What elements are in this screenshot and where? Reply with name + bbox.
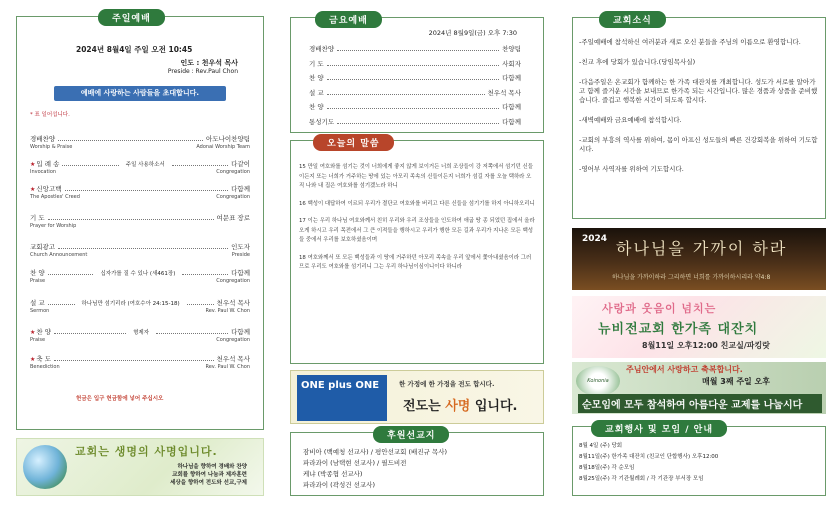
dotted-leader [327, 62, 500, 66]
one-plus-one-tagline [403, 395, 517, 414]
friday-order-label: 찬 양 [309, 74, 324, 82]
year-theme-year: 2024 [582, 234, 608, 244]
friday-order-leader: 천우석 목사 [487, 88, 521, 97]
friday-order-label: 기 도 [309, 59, 324, 68]
worship-order-detail: 십자가를 질 수 있나 (새461장) [100, 271, 176, 277]
dotted-leader [327, 76, 500, 80]
sunday-worship-tab: 주일예배 [98, 9, 165, 26]
koinonia-line1: 주님안에서 사랑하고 축복합니다. [626, 365, 743, 374]
worship-order-leader: 천우석 목사 [216, 299, 251, 307]
worship-order-item [30, 354, 250, 370]
worship-order-label: 찬 양 [30, 269, 45, 277]
dotted-leader [62, 162, 118, 166]
friday-order-leader: 사회자 [502, 59, 521, 68]
worship-order-english [30, 169, 250, 175]
church-mission-image [16, 438, 264, 496]
mission-item: 파라과이 (남택현 선교사) / 필드비전 [303, 459, 407, 467]
year-theme-banner [572, 228, 826, 290]
koinonia-banner [572, 362, 826, 414]
friday-order-item [309, 73, 521, 82]
worship-order-item [30, 134, 250, 150]
church-news-panel [572, 17, 826, 219]
friday-order-label: 찬 양 [309, 103, 324, 111]
worship-order-leader: 여문표 장로 [216, 214, 250, 222]
star-icon: ★ [30, 329, 36, 336]
worship-order-label-en: Prayer for Worship [30, 223, 77, 229]
sunday-leader-en: Preside : Rev.Paul Chon [167, 68, 238, 75]
event-item: 8월18일(주) 각 순모임 [579, 465, 635, 471]
dotted-leader [182, 271, 228, 275]
worship-order-item [30, 159, 250, 175]
worship-order-english [30, 223, 250, 229]
scripture-verse: 16 백성이 대답하여 이르되 우리가 결단코 여호와를 버리고 다른 신들을 섬기기를 하지 아니하오리니 [299, 200, 535, 207]
scripture-verse: 15 만일 여호와를 섬기는 것이 너희에게 좋지 않게 보이거든 너희 조상들이 강 저쪽에서 섬기던 신들이든지 또는 너희가 거주하는 땅에 있는 아모리 족속의 신들이든지 너희가 섬길 자를 오늘 택하라 오직 나와 내 집은 여호와를 섬기겠노라 하니 [299, 164, 533, 189]
one-plus-one-quote: 한 가정에 한 가정을 전도 합시다. [399, 380, 495, 388]
worship-order-label: 입 례 송 [36, 160, 60, 168]
worship-order-main [30, 213, 250, 222]
scripture-panel [290, 140, 544, 364]
friday-order-item [309, 44, 521, 53]
worship-order-label: 기 도 [30, 214, 45, 222]
dotted-leader [48, 271, 94, 275]
worship-order-label: 설 교 [30, 299, 45, 307]
worship-order-english [30, 364, 250, 370]
worship-order-item [30, 268, 250, 284]
mission-item: 케냐 (박종협 선교사) [303, 470, 363, 478]
worship-order-main [30, 242, 250, 251]
dotted-leader [65, 187, 229, 191]
worship-order-main [30, 327, 250, 336]
worship-order-leader-en: Preside [231, 252, 250, 258]
worship-order-english [30, 194, 250, 200]
friday-order-item [309, 117, 521, 126]
mission-item: 잠비아 (백예청 선교사) / 평안선교회 (배진규 목사) [303, 448, 448, 456]
mission-image-title: 교회는 생명의 사명입니다. [75, 445, 218, 458]
globe-icon [23, 445, 67, 489]
family-festival-line3: 8월11일 오후12:00 친교실/파킹랏 [642, 341, 770, 350]
koinonia-line2: 매월 3째 주일 오후 [702, 377, 771, 386]
mission-sub-1: 하나님을 향하여 경배와 찬양 [177, 464, 247, 470]
worship-order-label-en: Church Announcement [30, 252, 88, 258]
dotted-leader [48, 216, 214, 220]
missions-panel [290, 432, 544, 496]
worship-order-label: 경배찬양 [30, 135, 56, 143]
worship-order-main [30, 298, 250, 307]
sunday-date: 2024년 8월4일 주일 오전 10:45 [76, 45, 193, 54]
worship-order-item [30, 242, 250, 258]
sunday-leader: 인도 : 천우석 목사 [180, 59, 238, 67]
friday-worship-panel [290, 17, 544, 133]
dotted-leader [54, 330, 126, 334]
worship-order-english [30, 337, 250, 343]
worship-order-leader: 다같이 [231, 160, 251, 168]
event-item: 8월 4일 (주) 당회 [579, 443, 623, 449]
scripture-verse: 18 여호와께서 또 모든 백성들과 이 땅에 거주하던 아모리 족속을 우리 앞에서 쫓아내셨음이라 그러므로 우리도 여호와를 섬기리니 그는 우리 하나님이심이니이다 하니라 [299, 254, 532, 270]
worship-order-main [30, 159, 250, 168]
worship-order-label: 찬 양 [36, 328, 52, 336]
worship-order-leader-en: Congregation [216, 337, 250, 343]
worship-order-item [30, 184, 250, 200]
mission-item: 파라과이 (곽성건 선교사) [303, 481, 375, 489]
worship-order-label: 교회광고 [30, 243, 56, 251]
events-panel [572, 426, 826, 496]
worship-order-label-en: Praise [30, 337, 46, 343]
friday-order-label: 통성기도 [309, 117, 335, 126]
one-plus-one-logo: ONE plus ONE [297, 375, 387, 421]
worship-order-label-en: The Apostles' Creed [30, 194, 80, 200]
stand-note: * 표 일어섭니다. [30, 112, 70, 118]
worship-order-label-en: Invocation [30, 169, 57, 175]
year-theme-title: 하나님을 가까이 하라 [616, 239, 788, 258]
worship-order-leader-en: Congregation [216, 169, 250, 175]
dotted-leader [337, 47, 499, 51]
event-item: 8월11일(주) 한가족 대잔치 (친교인 단합행사) 오후12:00 [579, 454, 719, 460]
mission-sub-2: 교회를 향하여 나눔과 제자훈련 [172, 472, 247, 478]
worship-order-leader: 다함께 [231, 269, 251, 277]
events-list [579, 441, 718, 485]
tagline-part-b: 사명 [445, 399, 471, 414]
scripture-text [299, 163, 535, 281]
tagline-part-a: 전도는 [403, 399, 446, 414]
worship-order-label-en: Benediction [30, 364, 60, 370]
news-item: -친교 후에 당회가 있습니다.(당임목사실) [579, 58, 696, 66]
year-theme-sub: 하나님을 가까이하라 그리하면 너희를 가까이하시리라 약4:8 [612, 274, 771, 281]
worship-order-item [30, 327, 250, 343]
worship-order-item [30, 213, 250, 229]
worship-order-label-en: Praise [30, 278, 46, 284]
worship-order-main [30, 184, 250, 193]
koinonia-line3: 순모임에 모두 참석하여 아름다운 교제를 나눕시다 [578, 394, 822, 413]
worship-order-leader-en: Rev. Paul W. Chon [205, 364, 250, 370]
worship-order-leader-en: Rev. Paul W. Chon [205, 308, 250, 314]
friday-order-leader: 다함께 [502, 74, 521, 82]
worship-order-english [30, 144, 250, 150]
worship-order-item [30, 298, 250, 314]
dotted-leader [58, 245, 228, 249]
worship-order-detail: 하나님만 섬기리라 (여호수아 24:15-18) [81, 301, 180, 307]
news-item: -새벽예배와 금요예배에 참석합시다. [579, 116, 682, 124]
worship-order-main [30, 134, 250, 143]
worship-order-leader-en: Adonai Worship Team [196, 144, 250, 150]
worship-order-english [30, 308, 250, 314]
sunday-worship-panel [16, 16, 264, 496]
worship-order-label-en: Worship & Praise [30, 144, 73, 150]
koinonia-logo: Koinonia [576, 366, 620, 396]
worship-order-leader-en: Congregation [216, 278, 250, 284]
news-item: -다음주일은 온교회가 함께하는 한 가족 대잔치를 개최합니다. 성도가 서로를 알아가고 함께 즐거운 시간을 보내므로 한가족 되는 시간입니다. 많은 경품과 상품을 준비했습니다. 즐겁고 행복한 시간이 되도록 합시다. [579, 78, 818, 104]
friday-order-item [309, 59, 521, 68]
dotted-leader [172, 162, 228, 166]
worship-order-leader: 다함께 [231, 328, 250, 336]
scripture-verse: 17 이는 우리 하나님 여호와께서 친히 우리와 우리 조상들을 인도하여 애굽 땅 종 되었던 집에서 올라오게 하시고 우리 목전에서 그 큰 이적들을 행하시고 우리가 행한 모든 길과 우리가 지나온 모든 백성들 중에서 우리를 보호하셨음이며 [299, 218, 535, 243]
dotted-leader [156, 330, 228, 334]
tagline-part-c: 입니다. [470, 399, 518, 414]
mission-sub-3: 세상을 향하여 전도와 선교,구제 [170, 480, 247, 486]
worship-order-english [30, 278, 250, 284]
offering-note: 헌금은 입구 헌금함에 넣어 주십시오 [76, 396, 164, 402]
dotted-leader [48, 301, 75, 305]
worship-order-leader: 인도자 [231, 243, 250, 251]
missions-list [303, 447, 447, 491]
worship-order-leader-en: Congregation [216, 194, 250, 200]
dotted-leader [327, 105, 500, 109]
church-news-list [579, 38, 819, 185]
news-item: -주일예배에 참석하신 여러분과 새로 오신 분들을 주님의 이름으로 환영합니다. [579, 38, 801, 46]
friday-order-leader: 다함께 [502, 103, 521, 111]
dotted-leader [54, 357, 214, 361]
worship-order-leader: 아도나이찬양팀 [206, 135, 250, 143]
dotted-leader [327, 91, 485, 95]
worship-order-main [30, 354, 250, 363]
star-icon: ★ [30, 161, 36, 168]
worship-order-leader: 천우석 목사 [216, 355, 250, 363]
dotted-leader [337, 120, 499, 124]
worship-order-label-en: Sermon [30, 308, 50, 314]
events-tab: 교회행사 및 모임 / 안내 [591, 420, 727, 437]
worship-order-main [30, 268, 250, 277]
scripture-tab: 오늘의 말씀 [313, 134, 394, 151]
invite-banner: 예배에 사랑하는 사람들을 초대합니다. [54, 86, 226, 101]
event-item: 8월25일(주) 각 기관월례회 / 각 기관장 부서장 모임 [579, 476, 704, 482]
dotted-leader [58, 137, 203, 141]
mission-image-sub [170, 463, 247, 487]
dotted-leader [187, 301, 214, 305]
worship-order-label: 신앙고백 [36, 185, 62, 193]
family-festival-line1: 사랑과 웃음이 넘치는 [602, 302, 717, 315]
friday-order-item [309, 88, 521, 97]
worship-order-detail: 형제자 [133, 330, 150, 336]
friday-order-leader: 다함께 [502, 117, 521, 126]
worship-order-detail: 주일 사용하소서 [125, 162, 165, 168]
missions-tab: 후원선교지 [373, 426, 449, 443]
star-icon: ★ [30, 356, 36, 363]
one-plus-one-banner [290, 370, 544, 424]
worship-order-label: 축 도 [36, 355, 52, 363]
friday-worship-tab: 금요예배 [315, 11, 382, 28]
church-news-tab: 교회소식 [599, 11, 666, 28]
family-festival-banner [572, 296, 826, 358]
friday-date: 2024년 8월9일(금) 오후 7:30 [428, 29, 517, 37]
worship-order-english [30, 252, 250, 258]
friday-order-leader: 찬양팀 [502, 45, 521, 53]
news-item: -영어부 사역자를 위하여 기도합시다. [579, 165, 684, 173]
worship-order-leader: 다함께 [231, 185, 250, 193]
friday-order-label: 경배찬양 [309, 45, 335, 53]
friday-order-item [309, 102, 521, 111]
friday-order-label: 설 교 [309, 88, 324, 97]
family-festival-line2: 뉴비전교회 한가족 대잔치 [598, 322, 759, 337]
star-icon: ★ [30, 186, 36, 193]
news-item: -교회의 부흥의 역사를 위하여, 몸이 아프신 성도들의 빠른 건강회복을 위하여 기도합시다. [579, 136, 818, 153]
